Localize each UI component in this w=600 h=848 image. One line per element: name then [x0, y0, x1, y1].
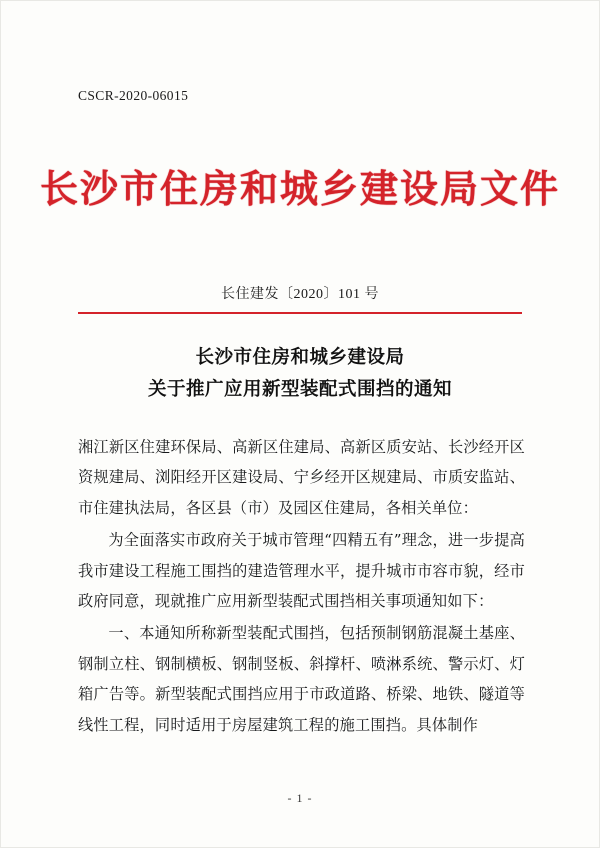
- masthead-title: 长沙市住房和城乡建设局文件: [39, 166, 560, 211]
- document-body: [78, 432, 525, 742]
- document-number: CSCR-2020-06015: [78, 88, 189, 103]
- body-paragraph-item-1: 一、本通知所称新型装配式围挡，包括预制钢筋混凝土基座、钢制立柱、钢制横板、钢制竖板、斜撑杆、喷淋系统、警示灯、灯箱广告等。新型装配式围挡应用于市政道路、桥梁、地铁、隧道等线性工程，同时适用于房屋建筑工程的施工围挡。具体制作: [78, 624, 525, 734]
- body-paragraph-preamble: 为全面落实市政府关于城市管理“四精五有”理念，进一步提高我市建设工程施工围挡的建造管理水平，提升城市市容市貌，经市政府同意，现就推广应用新型装配式围挡相关事项通知如下：: [78, 531, 525, 611]
- red-divider-rule: [78, 312, 522, 314]
- document-title: [78, 342, 522, 407]
- body-paragraph-recipients: 湘江新区住建环保局、高新区住建局、高新区质安站、长沙经开区资规建局、浏阳经开区建设局、宁乡经开区规建局、市质安监站、市住建执法局，各区县（市）及园区住建局，各相关单位：: [78, 438, 525, 517]
- page-number: - 1 -: [287, 791, 313, 805]
- title-line-1: 长沙市住房和城乡建设局: [195, 347, 405, 368]
- title-line-2: 关于推广应用新型装配式围挡的通知: [147, 379, 452, 401]
- issue-number: 长住建发〔2020〕101 号: [221, 287, 379, 302]
